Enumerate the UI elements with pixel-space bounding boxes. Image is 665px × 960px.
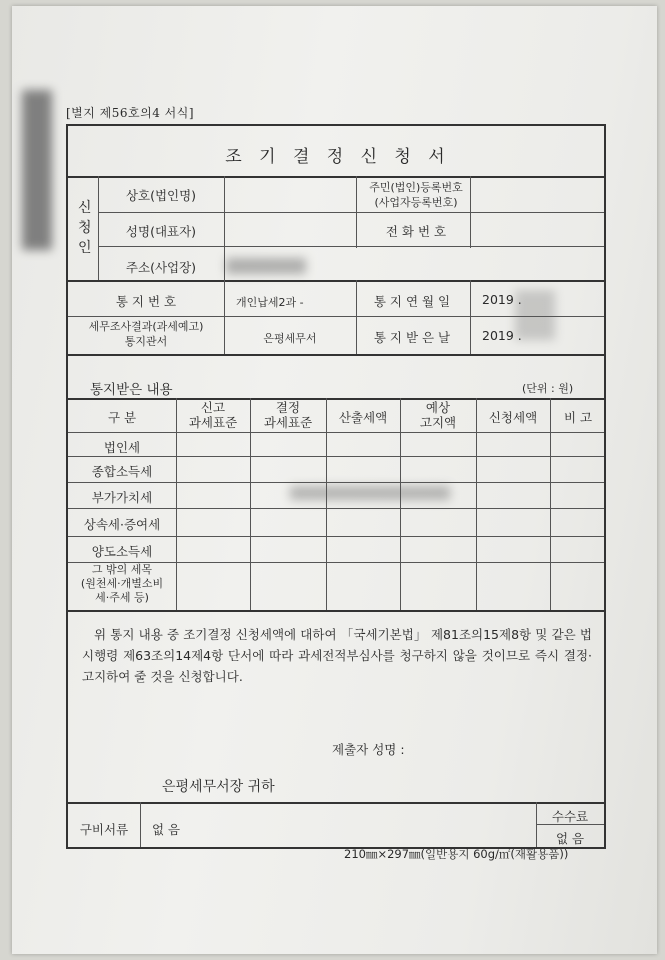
row-capital-gains-tax: 양도소득세 bbox=[91, 544, 153, 559]
col-header-reported-base: 신고 과세표준 bbox=[188, 400, 238, 430]
attachments-value: 없 음 bbox=[152, 822, 181, 837]
notice-number-value: 개인납세2과 - bbox=[236, 296, 304, 309]
received-date-label: 통 지 받 은 날 bbox=[373, 330, 451, 345]
row-income-tax: 종합소득세 bbox=[91, 464, 153, 479]
company-label: 상호(법인명) bbox=[125, 188, 197, 203]
col-header-remarks: 비 고 bbox=[563, 410, 593, 425]
application-form bbox=[66, 124, 606, 849]
row-other-taxes: 그 밖의 세목 (원천세·개별소비 세·주세 등) bbox=[80, 563, 164, 604]
statement-text: 위 통지 내용 중 조기결정 신청세액에 대하여 「국세기본법」 제81조의15제8항 및 같은 법 시행령 제63조의14제4항 단서에 따라 과세전적부심사를 청구하지 않을 것이므로 즉시 결정·고지하여 줄 것을 신청합니다. bbox=[82, 627, 592, 684]
form-title: 조 기 결 정 신 청 서 bbox=[225, 147, 451, 167]
addressee: 은평세무서장 귀하 bbox=[162, 779, 275, 795]
audit-office-value: 은평세무서 bbox=[263, 332, 317, 345]
col-header-determined-base: 결정 과세표준 bbox=[263, 400, 313, 430]
col-header-requested-tax: 신청세액 bbox=[488, 410, 538, 425]
col-header-computed-tax: 산출세액 bbox=[338, 410, 388, 425]
name-label: 성명(대표자) bbox=[125, 224, 197, 239]
col-header-expected-notice: 예상 고지액 bbox=[419, 400, 457, 430]
reg-no-label: 주민(법인)등록번호 (사업자등록번호) bbox=[369, 181, 463, 209]
content-heading: 통지받은 내용 bbox=[90, 382, 173, 398]
paper-spec: 210㎜×297㎜(일반용지 60g/㎡(재활용품)) bbox=[344, 847, 569, 861]
row-inheritance-gift-tax: 상속세·증여세 bbox=[83, 517, 161, 532]
fee-value: 없 음 bbox=[555, 831, 585, 846]
received-date-value: 2019 . bbox=[482, 328, 522, 343]
fee-label: 수수료 bbox=[551, 809, 589, 824]
attachments-label: 구비서류 bbox=[79, 822, 129, 837]
phone-label: 전 화 번 호 bbox=[385, 224, 447, 239]
notice-date-value: 2019 . bbox=[482, 292, 522, 307]
redaction-left bbox=[22, 90, 52, 250]
notice-number-label: 통 지 번 호 bbox=[115, 294, 177, 309]
unit-label: (단위 : 원) bbox=[522, 382, 574, 395]
audit-office-label: 세무조사결과(과세예고) 통지관서 bbox=[88, 320, 204, 348]
col-header-category: 구 분 bbox=[107, 410, 137, 425]
form-number: [별지 제56호의4 서식] bbox=[66, 106, 195, 120]
notice-date-label: 통 지 연 월 일 bbox=[373, 294, 451, 309]
address-label: 주소(사업장) bbox=[125, 260, 197, 275]
applicant-label: 신 청 인 bbox=[78, 200, 92, 256]
row-vat: 부가가치세 bbox=[91, 490, 153, 505]
submitter-label: 제출자 성명 : bbox=[332, 742, 405, 757]
row-corporate-tax: 법인세 bbox=[103, 440, 141, 455]
